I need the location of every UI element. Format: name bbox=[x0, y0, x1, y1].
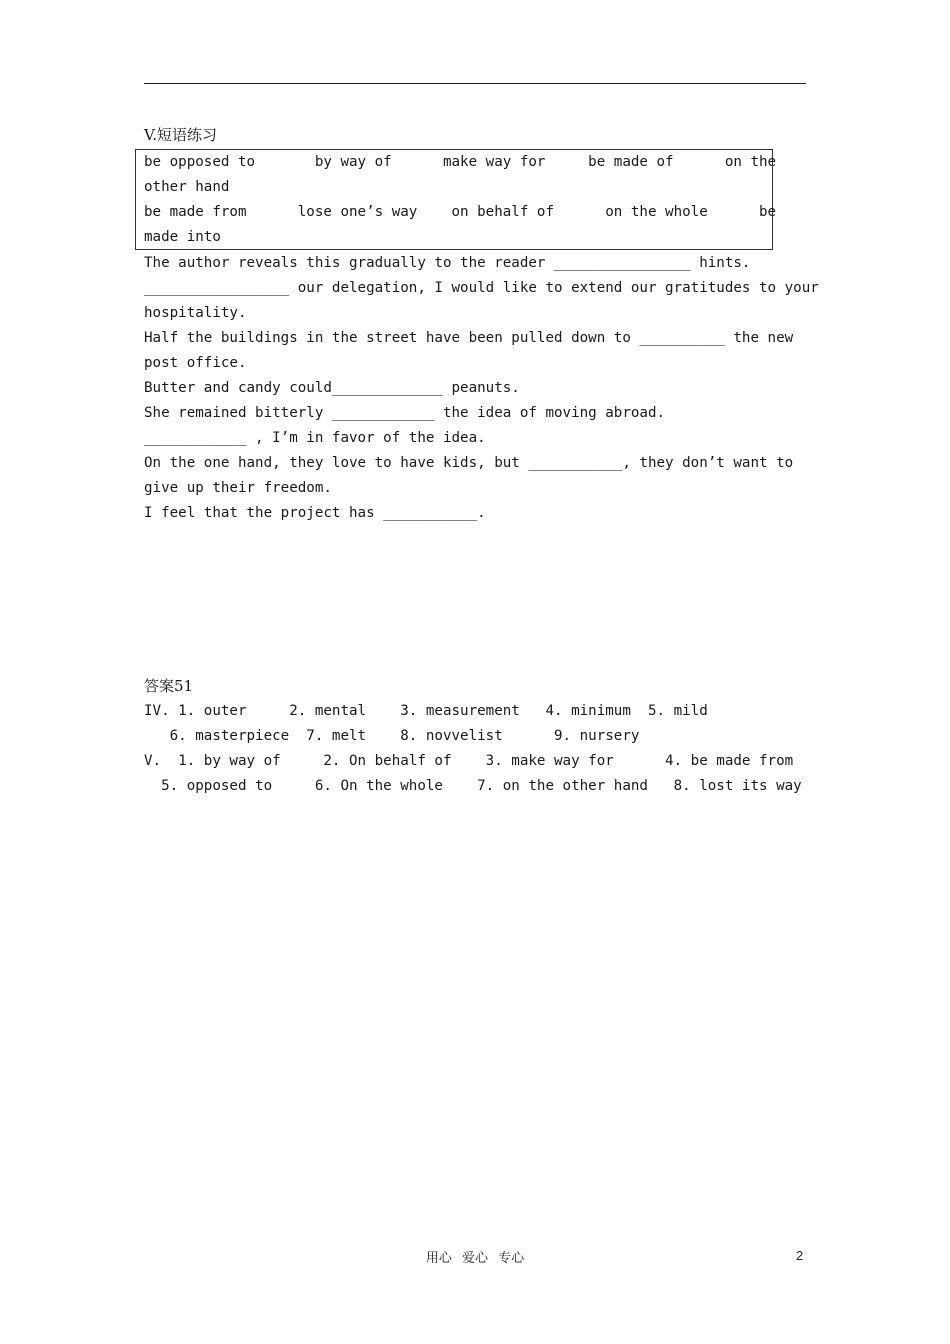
exercise-line: The author reveals this gradually to the reader ________________ hints. bbox=[144, 255, 751, 271]
exercise-line: Butter and candy could_____________ peanuts. bbox=[144, 380, 520, 396]
phrase-box-line: other hand bbox=[144, 179, 230, 195]
phrase-box-line: be opposed to by way of make way for be made of on the bbox=[144, 154, 777, 170]
answer-line: 5. opposed to 6. On the whole 7. on the other hand 8. lost its way bbox=[144, 778, 802, 794]
exercise-line: hospitality. bbox=[144, 305, 247, 321]
phrase-box-line: made into bbox=[144, 229, 221, 245]
exercise-line: give up their freedom. bbox=[144, 480, 332, 496]
exercise-line: Half the buildings in the street have been pulled down to __________ the new bbox=[144, 330, 794, 346]
answer-line: V. 1. by way of 2. On behalf of 3. make way for 4. be made from bbox=[144, 753, 794, 769]
exercise-line: ____________ , I’m in favor of the idea. bbox=[144, 430, 486, 446]
answer-line: IV. 1. outer 2. mental 3. measurement 4. minimum 5. mild bbox=[144, 703, 708, 719]
page-footer: 用心 爱心 专心 bbox=[425, 1251, 525, 1266]
header-rule bbox=[144, 83, 806, 84]
exercise-line: _________________ our delegation, I would like to extend our gratitudes to your bbox=[144, 280, 819, 296]
answer-line: 6. masterpiece 7. melt 8. novvelist 9. nursery bbox=[144, 728, 640, 744]
phrase-box-line: be made from lose one’s way on behalf of on the whole be bbox=[144, 204, 777, 220]
page-number: 2 bbox=[796, 1248, 804, 1263]
exercise-line: I feel that the project has ___________. bbox=[144, 505, 486, 521]
exercise-line: On the one hand, they love to have kids, but ___________, they don’t want to bbox=[144, 455, 794, 471]
section-title: V.短语练习 bbox=[144, 126, 217, 144]
exercise-line: She remained bitterly ____________ the idea of moving abroad. bbox=[144, 405, 666, 421]
answers-title: 答案51 bbox=[144, 677, 194, 695]
exercise-line: post office. bbox=[144, 355, 247, 371]
